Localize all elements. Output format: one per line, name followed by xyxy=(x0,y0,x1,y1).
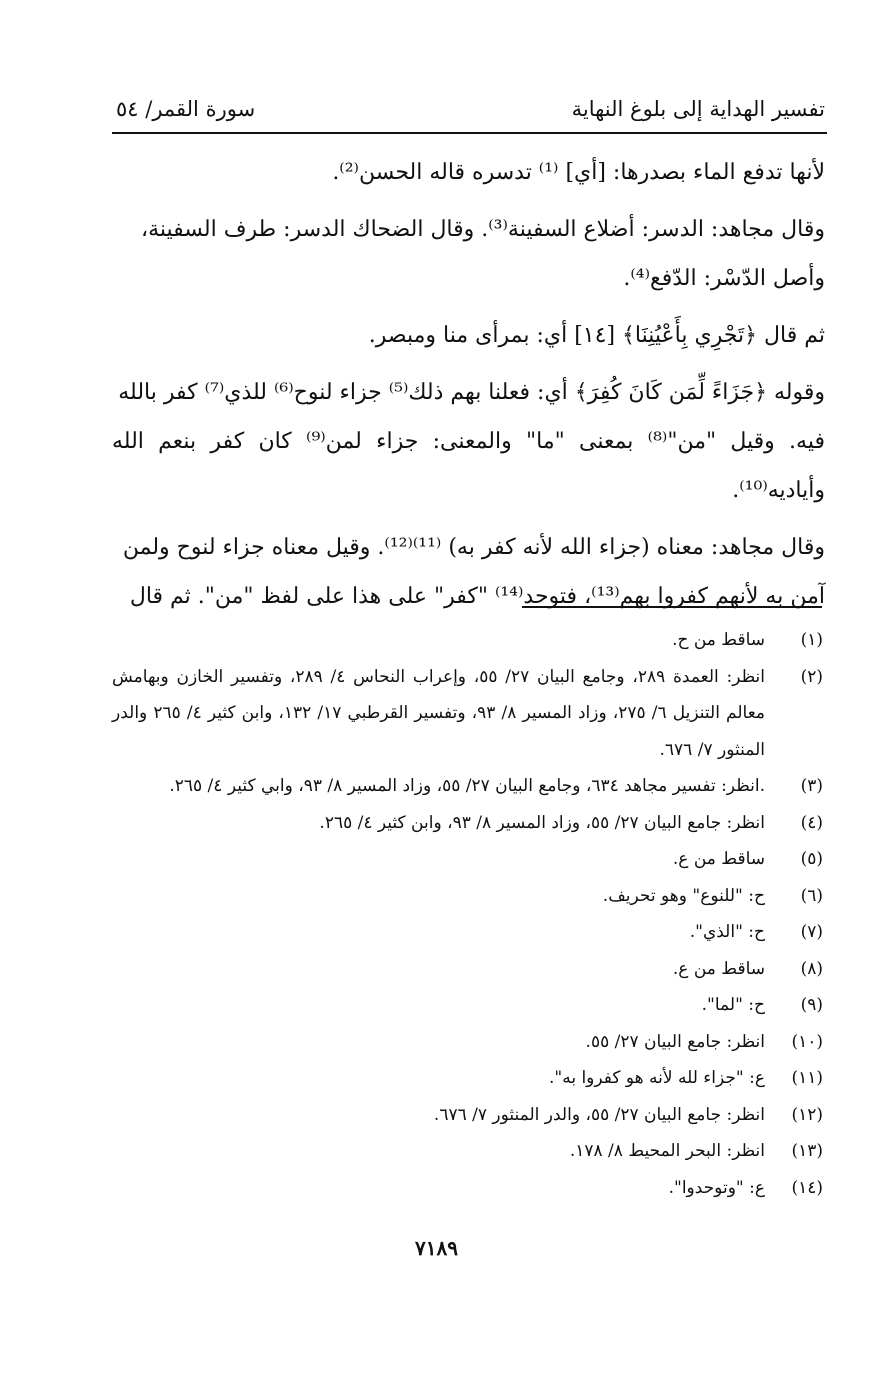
footnote-item xyxy=(112,1133,823,1170)
footnote-text: انظر: العمدة ٢٨٩، وجامع البيان ٢٧/ ٥٥، وإعراب النحاس ٤/ ٢٨٩، وتفسير الخازن وبهامش معالم التنزيل ٦/ ٢٧٥، وزاد المسير ٨/ ٩٣، وتفسير القرطبي ١٧/ ١٣٢، وابن كثير ٤/ ٢٦٥ والدر المنثور ٧/ ٦٧٦. xyxy=(112,666,766,760)
footnote-number: (١١) xyxy=(791,1068,823,1088)
footnote-item xyxy=(112,914,823,951)
footnote-number: (٤) xyxy=(800,812,823,833)
footnote-number: (١) xyxy=(800,630,823,650)
header-rule xyxy=(112,132,827,134)
main-text xyxy=(112,148,825,621)
footnote-item xyxy=(112,1170,823,1207)
footnote-item xyxy=(112,659,823,769)
book-title: تفسير الهداية إلى بلوغ النهاية xyxy=(571,97,825,121)
footnote-number: (٥) xyxy=(800,849,823,869)
text-line: ثم قال ﴿تَجْرِي بِأَعْيُنِنَا﴾ [١٤] أي: بمرأى منا ومبصر. xyxy=(368,323,825,348)
footnote-item xyxy=(112,841,823,878)
footnote-number: (١٣) xyxy=(791,1141,823,1161)
text-line: فيه. وقيل "من"⁽⁸⁾ بمعنى "ما" والمعنى: جزاء لمن⁽⁹⁾ كان كفر بنعم الله وأياديه⁽¹⁰⁾. xyxy=(112,429,826,503)
footnote-text: ع: "جزاء لله لأنه هو كفروا به". xyxy=(548,1068,765,1088)
footnote-number: (٩) xyxy=(800,995,823,1015)
page-number: ٧١٨٩ xyxy=(415,1236,458,1260)
footnote-text: انظر: جامع البيان ٢٧/ ٥٥. xyxy=(585,1031,765,1052)
running-head xyxy=(116,86,825,120)
footnote-item xyxy=(112,1097,823,1134)
footnote-number: (٦) xyxy=(800,885,823,906)
footnote-number: (١٢) xyxy=(791,1104,823,1125)
footnote-text: انظر: جامع البيان ٢٧/ ٥٥، والدر المنثور ٧/ ٦٧٦. xyxy=(433,1104,765,1125)
footnote-number: (٨) xyxy=(800,958,823,979)
text-line: لأنها تدفع الماء بصدرها: [أي] ⁽¹⁾ تدسره قاله الحسن⁽²⁾. xyxy=(332,160,825,185)
footnote-text: ح: "للنوع" وهو تحريف. xyxy=(602,885,765,906)
text-line: آمن به لأنهم كفروا بهم⁽¹³⁾، فتوحد⁽¹⁴⁾ "كفر" على هذا على لفظ "من". ثم قال xyxy=(129,584,825,609)
footnote-number: (٧) xyxy=(800,922,823,942)
surah-page-label: سورة القمر/ ٥٤ xyxy=(116,97,256,121)
text-line: وأصل الدّسْر: الدّفع⁽⁴⁾. xyxy=(623,266,825,291)
footnote-text: انظر: البحر المحيط ٨/ ١٧٨. xyxy=(569,1141,765,1161)
footnote-item xyxy=(112,622,823,659)
footnote-text: انظر: جامع البيان ٢٧/ ٥٥، وزاد المسير ٨/ ٩٣، وابن كثير ٤/ ٢٦٥. xyxy=(319,812,765,833)
footnote-number: (١٠) xyxy=(791,1031,823,1052)
footnote-item xyxy=(112,951,823,988)
footnote-item xyxy=(112,987,823,1024)
footnote-number: (٣) xyxy=(800,776,823,796)
footnote-separator xyxy=(522,606,822,608)
footnote-item xyxy=(112,1024,823,1061)
text-line: وقال مجاهد: معناه (جزاء الله لأنه كفر به) ⁽¹¹⁾⁽¹²⁾. وقيل معناه جزاء لنوح ولمن xyxy=(122,535,825,560)
footnote-text: ح: "الذي". xyxy=(689,922,765,942)
footnote-text: ساقط من ح. xyxy=(672,630,765,650)
footnote-text: ع: "وتوحدوا". xyxy=(668,1177,765,1198)
footnote-item xyxy=(112,805,823,842)
footnote-text: ساقط من ع. xyxy=(672,849,765,869)
text-line: وقال مجاهد: الدسر: أضلاع السفينة⁽³⁾. وقال الضحاك الدسر: طرف السفينة، xyxy=(141,217,825,242)
text-line: وقوله ﴿جَزَاءً لِّمَن كَانَ كُفِرَ﴾ أي: فعلنا بهم ذلك⁽⁵⁾ جزاء لنوح⁽⁶⁾ للذي⁽⁷⁾ كفر بالله xyxy=(118,380,825,405)
footnote-item xyxy=(112,878,823,915)
footnote-number: (٢) xyxy=(800,666,823,687)
footnote-item xyxy=(112,768,823,805)
footnote-text: ح: "لما". xyxy=(701,995,765,1015)
footnotes xyxy=(112,622,823,1206)
footnote-text: ساقط من ع. xyxy=(672,958,765,979)
footnote-item xyxy=(112,1060,823,1097)
footnote-number: (١٤) xyxy=(791,1177,823,1198)
footnote-text: .انظر: تفسير مجاهد ٦٣٤، وجامع البيان ٢٧/ ٥٥، وزاد المسير ٨/ ٩٣، وابي كثير ٤/ ٢٦٥. xyxy=(169,776,765,796)
